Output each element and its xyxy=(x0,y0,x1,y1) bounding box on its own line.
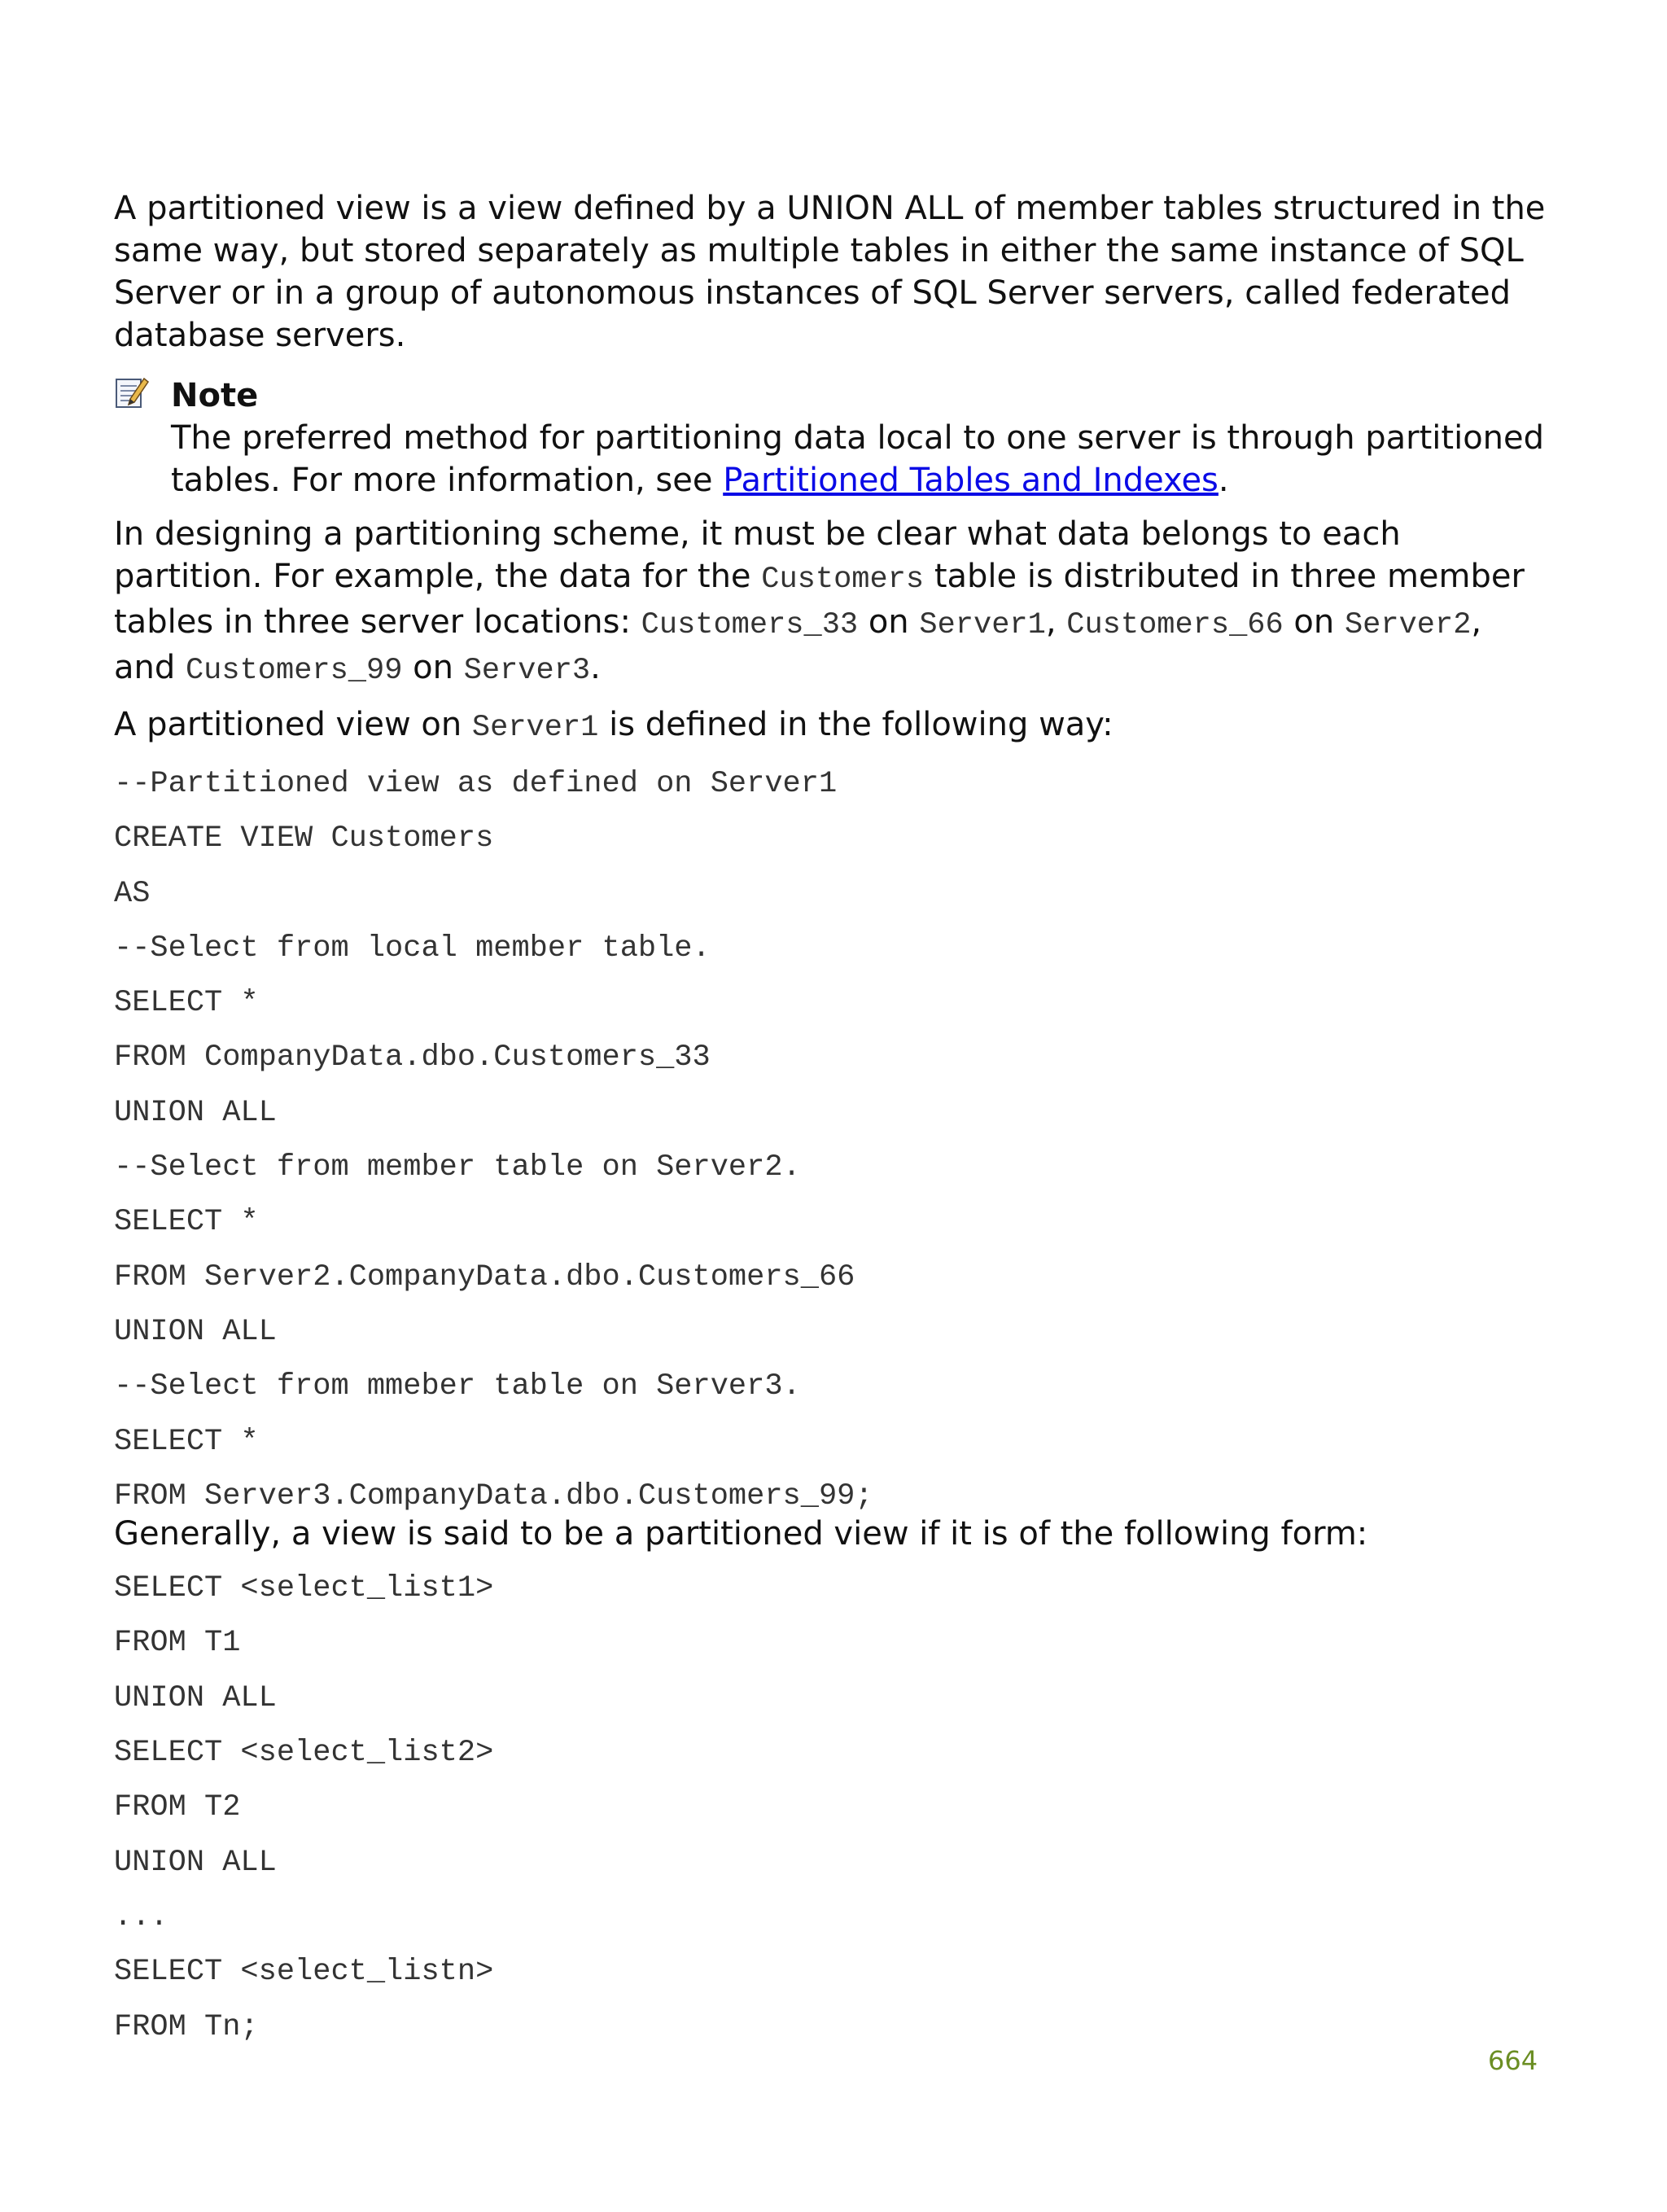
code-server1: Server1 xyxy=(919,608,1046,642)
note-body xyxy=(171,417,1547,502)
code-block-general-form xyxy=(114,1562,1547,2055)
design-paragraph xyxy=(114,513,1547,692)
code-block-view-definition xyxy=(114,757,1547,1524)
page-number: 664 xyxy=(1488,2045,1538,2076)
code-line: UNION ALL xyxy=(114,1680,277,1715)
design-text-7: on xyxy=(402,649,464,686)
design-text-2: table is distributed in three member tables in three server locations: xyxy=(114,558,1525,641)
defined-text-2: is defined in the following way: xyxy=(598,706,1114,743)
intro-paragraph: A partitioned view is a view defined by a UNION ALL of member tables structured in the same way, but stored separately as multiple tables in either the same instance of SQL Server or in a group of autonomous instances of SQL Server servers, called federated database servers. xyxy=(114,190,1546,354)
code-line: SELECT * xyxy=(114,1205,259,1240)
note-box xyxy=(114,375,1547,502)
defined-text-1: A partitioned view on xyxy=(114,706,472,743)
code-line: SELECT <select_list1> xyxy=(114,1571,494,1606)
design-text-6: , and xyxy=(114,603,1482,686)
code-server1-inline: Server1 xyxy=(471,711,599,745)
note-title: Note xyxy=(171,377,259,414)
code-line: FROM T1 xyxy=(114,1626,241,1661)
design-text-3: on xyxy=(858,603,920,641)
code-line: --Select from member table on Server2. xyxy=(114,1150,801,1185)
code-line: SELECT * xyxy=(114,986,259,1021)
code-line: CREATE VIEW Customers xyxy=(114,821,494,856)
code-line: --Select from local member table. xyxy=(114,931,711,966)
code-line: SELECT <select_listn> xyxy=(114,1955,494,1990)
code-customers: Customers xyxy=(761,563,925,597)
code-line: UNION ALL xyxy=(114,1314,277,1349)
design-text-5: on xyxy=(1283,603,1345,641)
document-page xyxy=(114,187,1547,2055)
code-line: FROM CompanyData.dbo.Customers_33 xyxy=(114,1040,711,1075)
code-line: AS xyxy=(114,876,151,911)
code-customers-99: Customers_99 xyxy=(185,654,403,688)
note-body-end: . xyxy=(1218,462,1229,499)
code-line: --Select from mmeber table on Server3. xyxy=(114,1369,801,1404)
design-text-8: . xyxy=(590,649,601,686)
code-line: FROM T2 xyxy=(114,1790,241,1825)
code-line: UNION ALL xyxy=(114,1845,277,1880)
code-customers-66: Customers_66 xyxy=(1066,608,1284,642)
design-text-4: , xyxy=(1045,603,1067,641)
code-line: FROM Tn; xyxy=(114,2009,259,2044)
code-line: UNION ALL xyxy=(114,1095,277,1130)
note-body-text: The preferred method for partitioning data local to one server is through partitioned tables. For more information, see xyxy=(171,419,1545,499)
code-customers-33: Customers_33 xyxy=(641,608,859,642)
code-line: FROM Server2.CompanyData.dbo.Customers_66 xyxy=(114,1259,855,1294)
code-server2: Server2 xyxy=(1344,608,1472,642)
design-text-1: In designing a partitioning scheme, it must be clear what data belongs to each partition. For example, the data for the xyxy=(114,515,1401,595)
code-line: ... xyxy=(114,1899,168,1934)
code-line: SELECT * xyxy=(114,1424,259,1459)
partitioned-tables-link[interactable]: Partitioned Tables and Indexes xyxy=(723,462,1219,499)
general-form-paragraph: Generally, a view is said to be a partitioned view if it is of the following form: xyxy=(114,1515,1368,1553)
code-line: SELECT <select_list2> xyxy=(114,1736,494,1771)
code-line: FROM Server3.CompanyData.dbo.Customers_99; xyxy=(114,1478,873,1513)
note-pencil-icon xyxy=(114,375,150,410)
code-line: --Partitioned view as defined on Server1 xyxy=(114,767,838,801)
defined-paragraph xyxy=(114,703,1547,749)
code-server3: Server3 xyxy=(463,654,591,688)
